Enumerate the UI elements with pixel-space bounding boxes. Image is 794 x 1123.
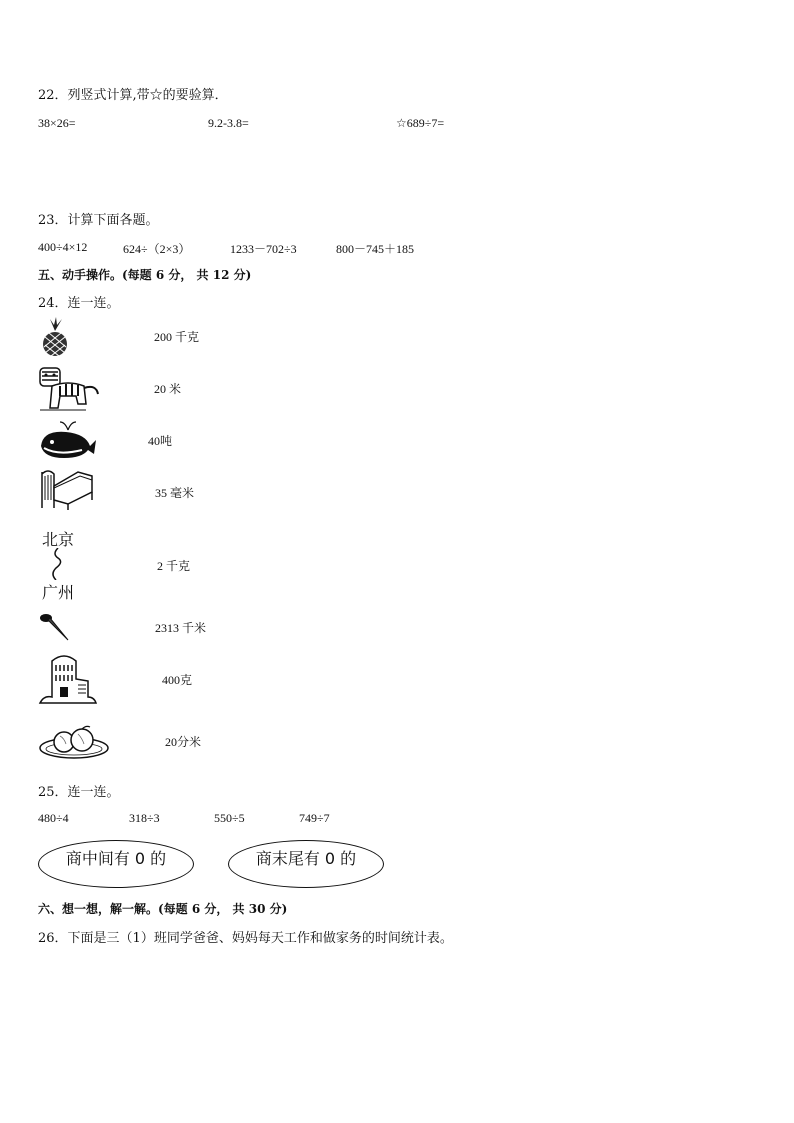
- q25-title: 25．连一连。: [38, 785, 120, 800]
- unit-8: 20分米: [165, 735, 202, 749]
- unit-4: 35 毫米: [155, 486, 195, 500]
- q23-item-1: 400÷4×12: [38, 240, 88, 254]
- bed-icon: [38, 466, 94, 512]
- q23-item-3: 1233－702÷3: [230, 242, 297, 256]
- q23-title: 23．计算下面各题。: [38, 213, 159, 228]
- oval-end-zero-label: 商末尾有 0 的: [255, 848, 357, 868]
- tiger-icon: [38, 364, 100, 414]
- q22-item-1: 38×26=: [38, 116, 76, 130]
- q24-title: 24．连一连。: [38, 296, 120, 311]
- q22-item-2: 9.2-3.8=: [208, 116, 249, 130]
- section-5-title: 五、动手操作。(每题 6 分， 共 12 分): [38, 268, 252, 282]
- unit-3: 40吨: [148, 434, 173, 448]
- oval-middle-zero: [38, 840, 194, 888]
- unit-7: 400克: [162, 673, 193, 687]
- section-6-title: 六、想一想，解一解。(每题 6 分， 共 30 分): [38, 902, 288, 916]
- oval-end-zero: [228, 840, 384, 888]
- q25-item-4: 749÷7: [299, 811, 330, 825]
- nail-icon: [38, 612, 72, 642]
- q25-item-3: 550÷5: [214, 811, 245, 825]
- oval-middle-zero-label: 商中间有 0 的: [65, 848, 167, 868]
- map-route-icon: [44, 548, 74, 580]
- q23-item-2: 624÷（2×3）: [123, 242, 191, 256]
- fruit-plate-icon: [38, 722, 112, 762]
- q22-title: 22．列竖式计算,带☆的要验算．: [38, 88, 228, 103]
- q23-item-4: 800－745＋185: [336, 242, 415, 256]
- unit-1: 200 千克: [154, 330, 200, 344]
- map-label-guangzhou: 广州: [42, 583, 75, 602]
- q22-item-3: ☆689÷7=: [396, 116, 445, 130]
- unit-5: 2 千克: [157, 559, 191, 573]
- building-icon: [38, 651, 98, 705]
- pineapple-icon: [38, 317, 72, 357]
- whale-icon: [38, 418, 98, 460]
- q25-item-1: 480÷4: [38, 811, 69, 825]
- q25-item-2: 318÷3: [129, 811, 160, 825]
- unit-2: 20 米: [154, 382, 182, 396]
- q26-title: 26．下面是三（1）班同学爸爸、妈妈每天工作和做家务的时间统计表。: [38, 931, 453, 946]
- unit-6: 2313 千米: [155, 621, 207, 635]
- map-label-beijing: 北京: [42, 530, 75, 549]
